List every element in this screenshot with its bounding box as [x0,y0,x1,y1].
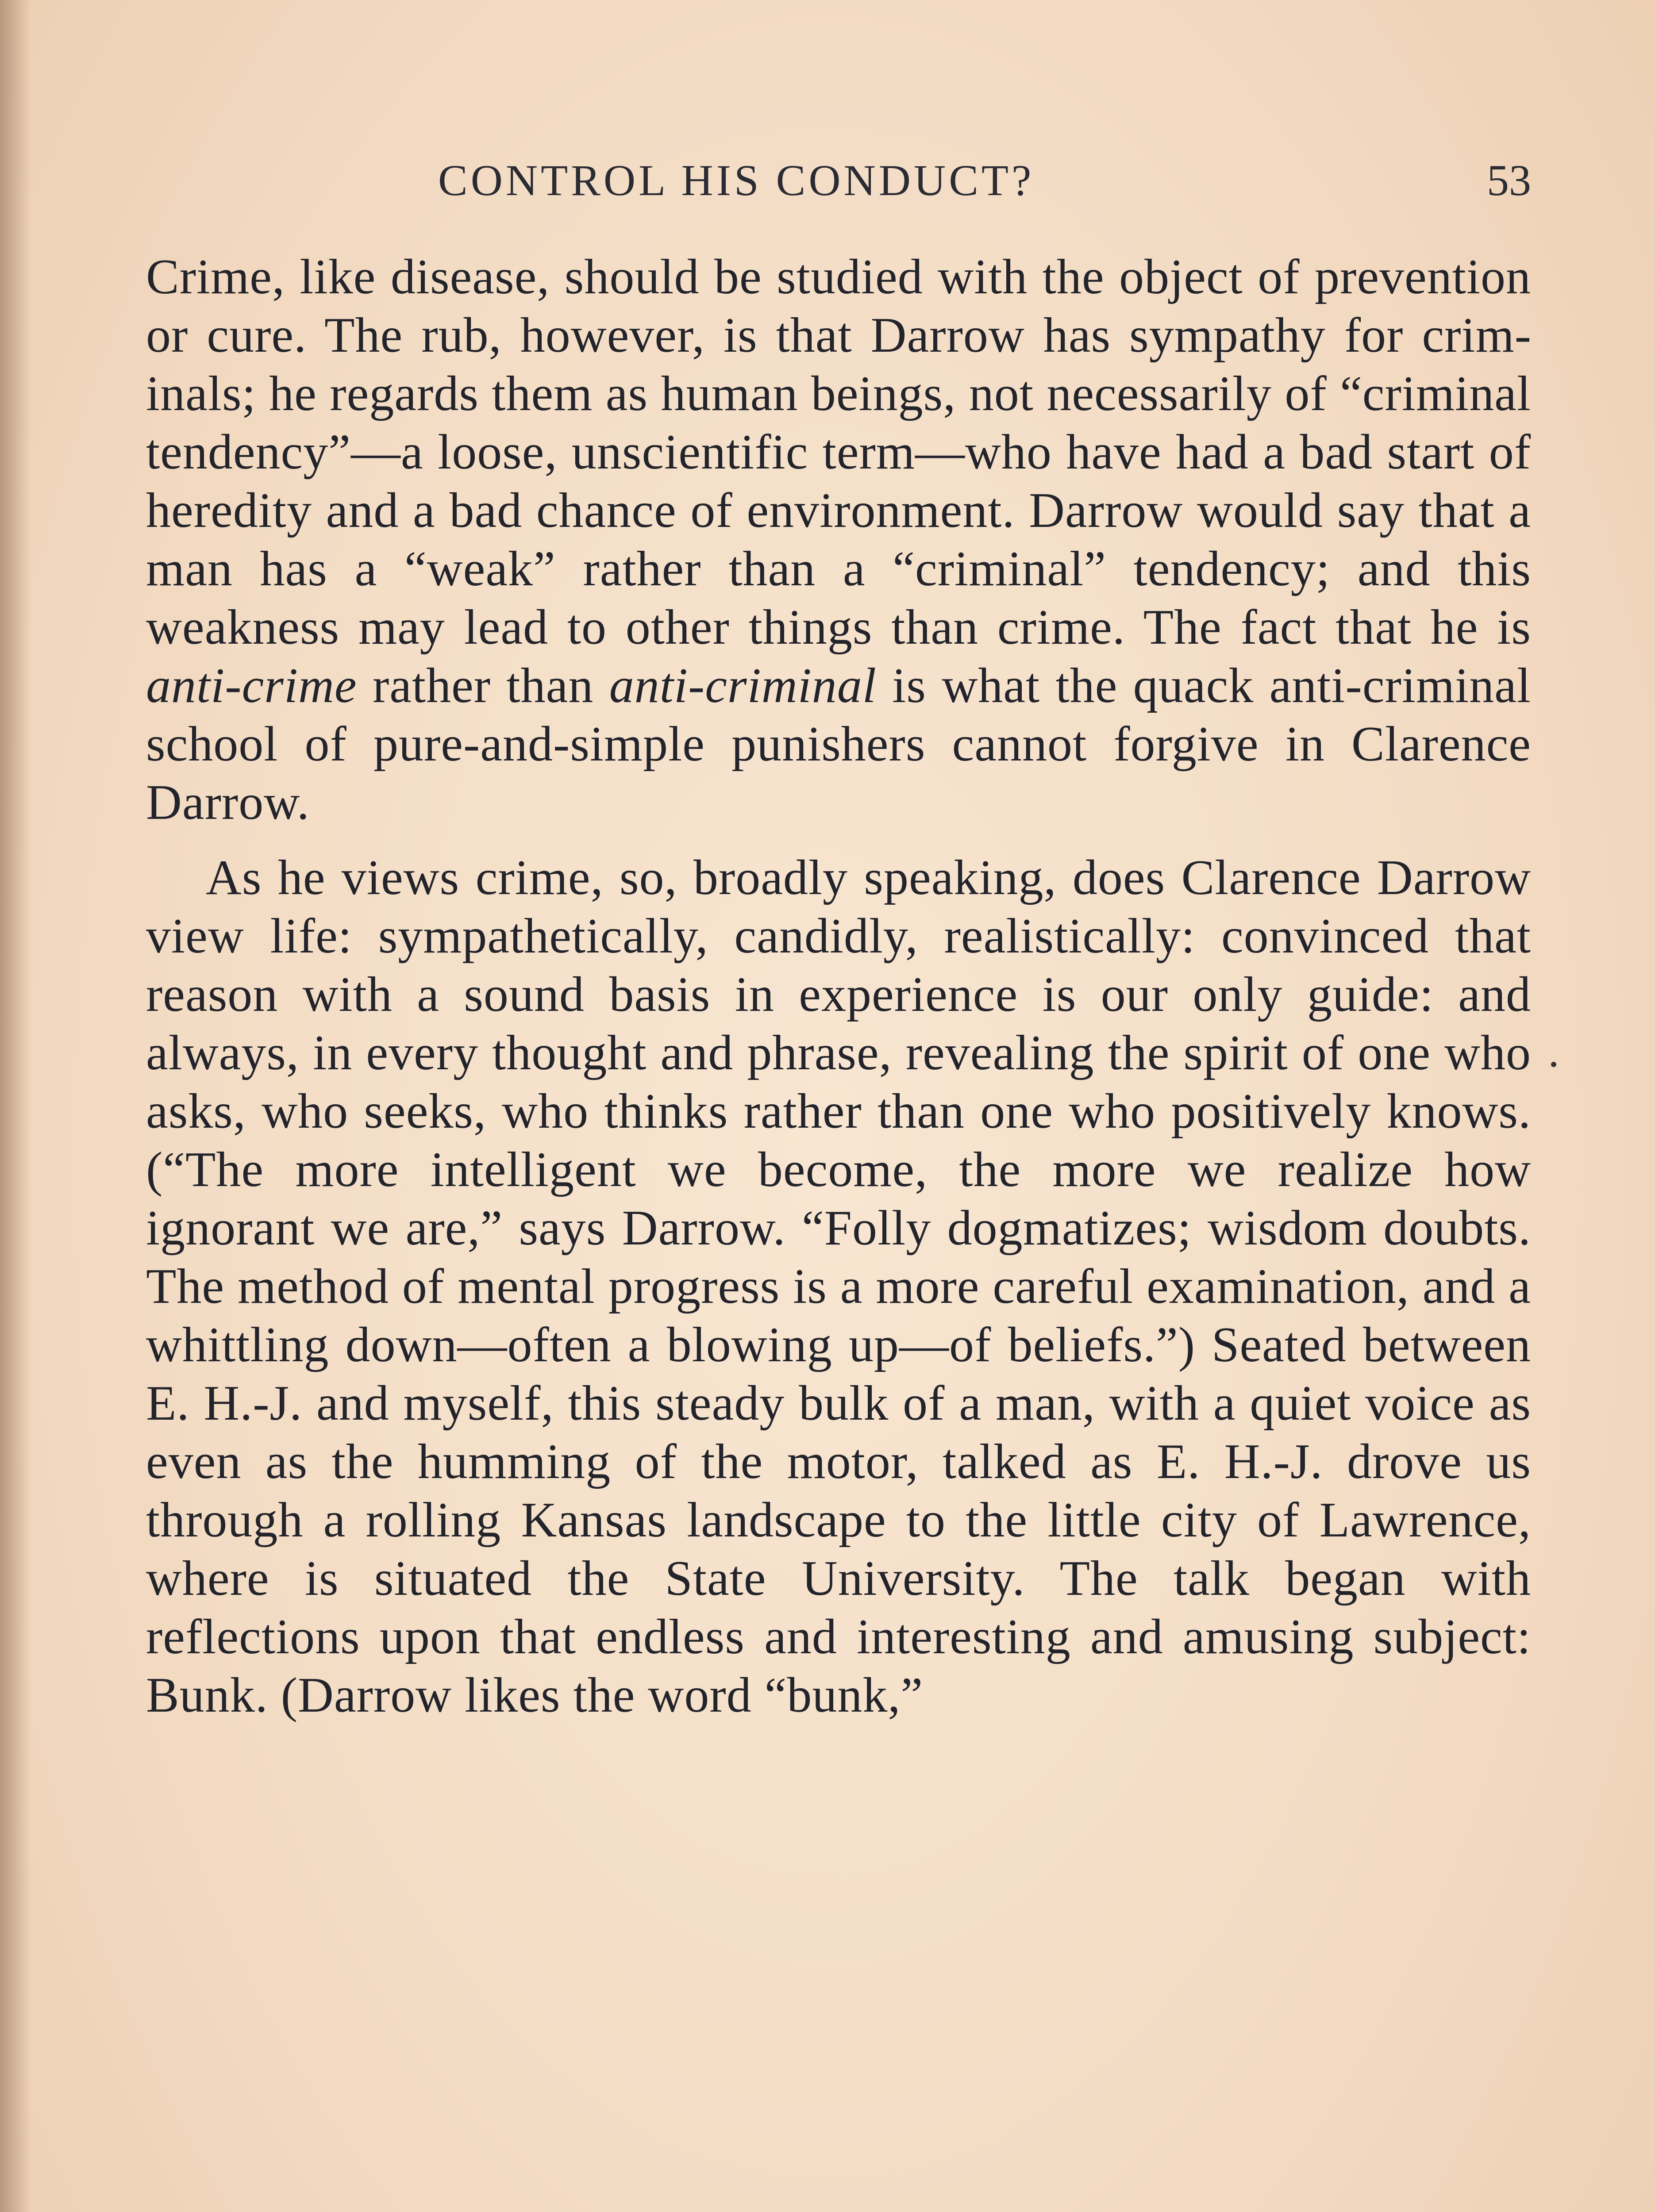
paragraph-1-part-b: rather than [357,658,609,713]
running-head-title: CONTROL HIS CONDUCT? [438,156,1035,205]
body-text [146,248,1531,1724]
running-head [146,155,1531,217]
paragraph-1-part-a: Crime, like disease, should be studied with the object of prevention or cure. The rub, however, is that Darrow has sympathy for criminals; he regards them as human beings, not necessarily of “criminal tendency”—a loose, unscientific term—who have had a bad start of heredity and a bad chance of environment. Darrow would say that a man has a “weak” rather than a “criminal” tendency; and this weakness may lead to other things than crime. The fact that he is [146,250,1531,655]
paragraph-1-part-c: is what the quack anti-criminal school of pure-and-simple punishers cannot forgive in Clarence Darrow. [146,658,1532,830]
emphasis-anti-criminal: anti-criminal [609,658,877,713]
paper-speck [1551,1062,1556,1067]
paragraph-2: As he views crime, so, broadly speaking, does Clarence Darrow view life: sympathetically, candidly, realistically: convinced that reason with a sound basis in experience is our only guide: and always, in every thought and phrase, revealing the spirit of one who asks, who seeks, who thinks rather than one who positively knows. (“The more intelligent we become, the more we realize how ignorant we are,” says Darrow. “Folly dogmatizes; wisdom doubts. The method of mental progress is a more careful examination, and a whittling down—often a blowing up—of beliefs.”) Seated between E. H.-J. and myself, this steady bulk of a man, with a quiet voice as even as the humming of the motor, talked as E. H.-J. drove us through a rolling Kansas landscape to the little city of Lawrence, where is situated the State University. The talk began with reflections upon that endless and interesting and amusing subject: Bunk. (Darrow likes the word “bunk,” [146,850,1531,1723]
emphasis-anti-crime: anti-crime [146,658,357,713]
page-number: 53 [1487,156,1531,205]
page-edge-shadow [0,0,31,2212]
paragraph-1 [146,248,1531,832]
